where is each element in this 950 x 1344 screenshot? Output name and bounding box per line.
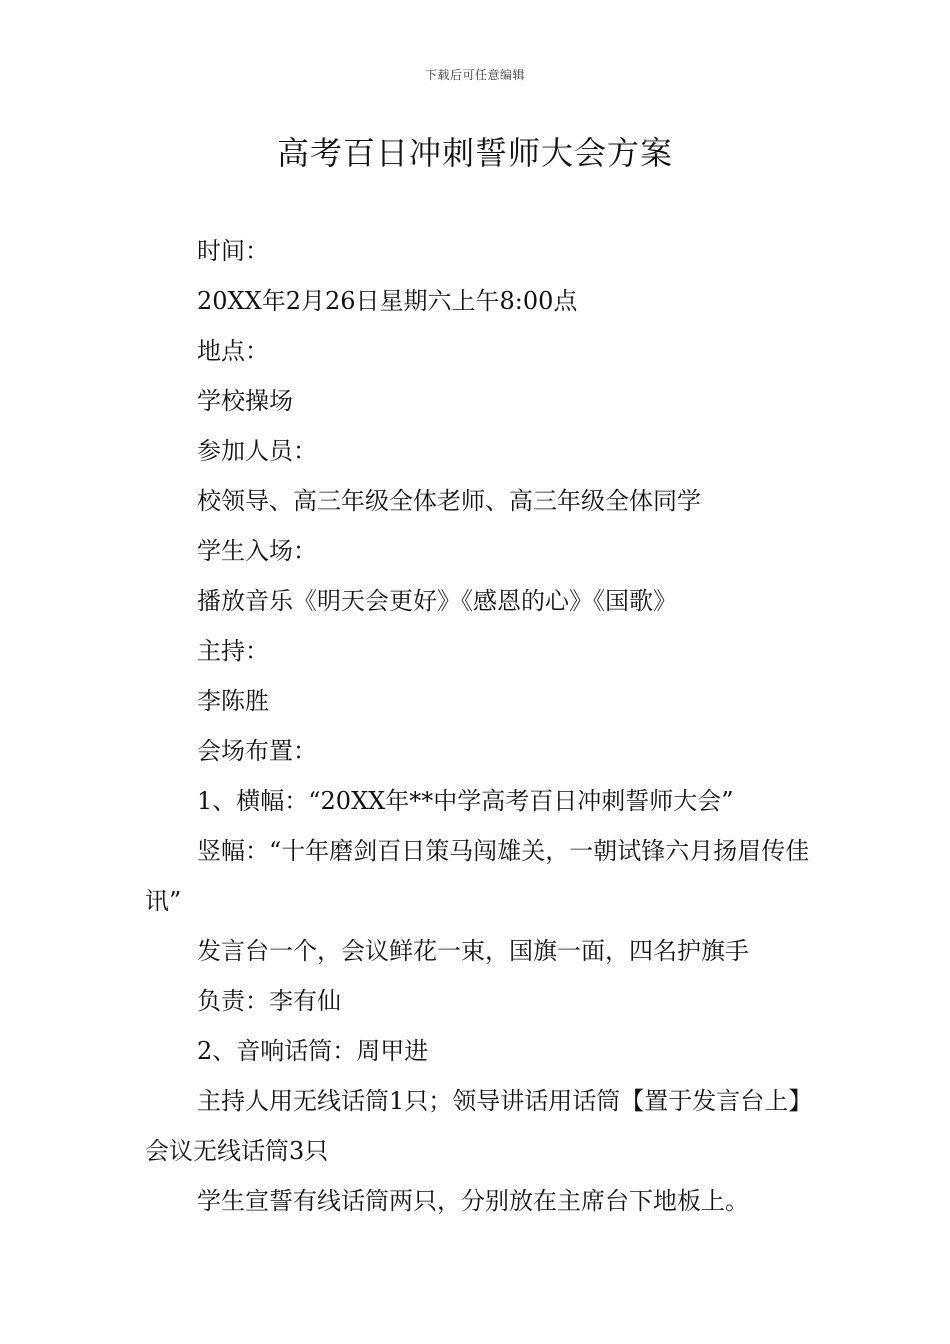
paragraph-host-value: 李陈胜 [197, 687, 269, 715]
paragraph-location-label: 地点： [197, 337, 269, 365]
document-title: 高考百日冲刺誓师大会方案 [276, 134, 673, 172]
paragraph-time-value: 20XX年2月26日星期六上午8:00点 [197, 287, 578, 315]
document-body [145, 226, 810, 1226]
paragraph-student-oath-mics: 学生宣誓有线话筒两只，分别放在主席台下地板上。 [197, 1187, 749, 1215]
paragraph-time-label: 时间： [197, 237, 269, 265]
paragraph-attendees-value: 校领导、高三年级全体老师、高三年级全体同学 [197, 487, 701, 515]
paragraph-host-label: 主持： [197, 637, 269, 665]
paragraph-responsible: 负责：李有仙 [197, 987, 341, 1015]
paragraph-entry-value: 播放音乐《明天会更好》《感恩的心》《国歌》 [197, 587, 677, 615]
paragraph-podium: 发言台一个，会议鲜花一束，国旗一面，四名护旗手 [197, 937, 749, 965]
paragraph-entry-label: 学生入场： [197, 537, 317, 565]
paragraph-banner: 1、横幅：“20XX年**中学高考百日冲刺誓师大会” [197, 787, 734, 815]
header-note: 下载后可任意编辑 [424, 68, 525, 82]
paragraph-attendees-label: 参加人员： [197, 437, 317, 465]
paragraph-microphones: 主持人用无线话筒1只；领导讲话用话筒【置于发言台上】会议无线话筒3只 [145, 1087, 801, 1165]
paragraph-audio: 2、音响话筒：周甲进 [197, 1037, 429, 1065]
paragraph-venue-label: 会场布置： [197, 737, 317, 765]
paragraph-location-value: 学校操场 [197, 387, 293, 415]
paragraph-vertical-banner: 竖幅：“十年磨剑百日策马闯雄关，一朝试锋六月扬眉传佳讯” [145, 837, 810, 915]
